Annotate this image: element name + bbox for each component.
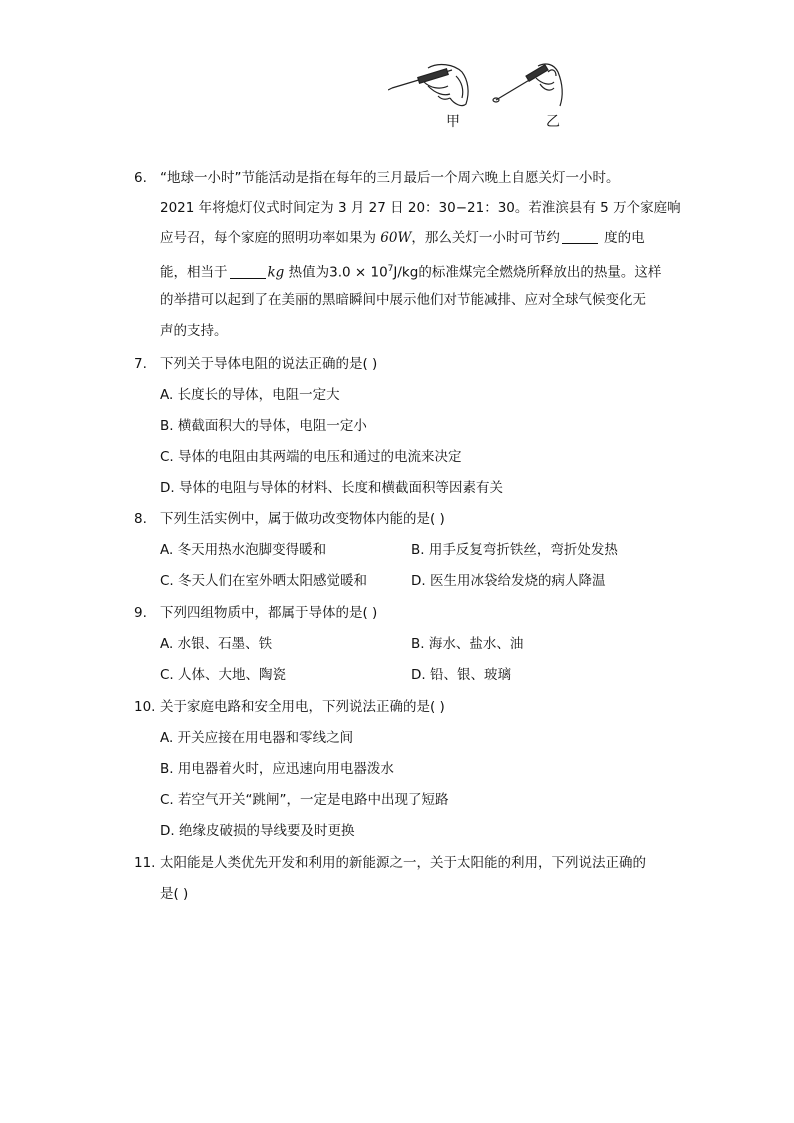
question-number: 11. bbox=[134, 855, 156, 871]
option-a[interactable]: A. 开关应接在用电器和零线之间 bbox=[160, 730, 354, 746]
option-b[interactable]: B. 用电器着火时，应迅速向用电器泼水 bbox=[160, 761, 394, 777]
question-stem: 下列生活实例中，属于做功改变物体内能的是( ) bbox=[160, 511, 445, 527]
option-d[interactable]: D. 医生用冰袋给发烧的病人降温 bbox=[411, 573, 606, 589]
exponent: 7 bbox=[387, 264, 394, 274]
question-number: 8. bbox=[134, 511, 147, 527]
question-number: 10. bbox=[134, 699, 156, 715]
option-a[interactable]: A. 长度长的导体，电阻一定大 bbox=[160, 387, 340, 403]
question-text-line bbox=[160, 259, 661, 283]
question-number: 9. bbox=[134, 605, 147, 621]
question-text-line: 太阳能是人类优先开发和利用的新能源之一，关于太阳能的利用，下列说法正确的 bbox=[160, 855, 646, 871]
question-text-line: “地球一小时”节能活动是指在每年的三月最后一个周六晚上自愿关灯一小时。 bbox=[160, 170, 620, 186]
option-b[interactable]: B. 用手反复弯折铁丝，弯折处发热 bbox=[411, 542, 618, 558]
question-text-line: 2021 年将熄灯仪式时间定为 3 月 27 日 20：30−21：30。若淮滨县有 5 万个家庭响 bbox=[160, 200, 681, 216]
option-d[interactable]: D. 绝缘皮破损的导线要及时更换 bbox=[160, 823, 355, 839]
question-number: 6. bbox=[134, 170, 147, 186]
option-c[interactable]: C. 人体、大地、陶瓷 bbox=[160, 667, 287, 683]
question-stem: 关于家庭电路和安全用电，下列说法正确的是( ) bbox=[160, 699, 445, 715]
question-stem: 下列关于导体电阻的说法正确的是( ) bbox=[160, 356, 378, 372]
option-c[interactable]: C. 若空气开关“跳闸”，一定是电路中出现了短路 bbox=[160, 792, 449, 808]
text-segment: 应号召，每个家庭的照明功率如果为 bbox=[160, 230, 381, 246]
question-number: 7. bbox=[134, 356, 147, 372]
figure-test-pens bbox=[388, 58, 578, 133]
option-d[interactable]: D. 导体的电阻与导体的材料、长度和横截面积等因素有关 bbox=[160, 480, 503, 496]
option-c[interactable]: C. 冬天人们在室外晒太阳感觉暖和 bbox=[160, 573, 368, 589]
answer-blank[interactable] bbox=[562, 229, 598, 244]
option-b[interactable]: B. 横截面积大的导体，电阻一定小 bbox=[160, 418, 367, 434]
question-text-line: 是( ) bbox=[160, 886, 189, 902]
text-segment: J/kg的标准煤完全燃烧所释放出的热量。这样 bbox=[393, 264, 662, 281]
figure-label-yi: 乙 bbox=[546, 114, 560, 130]
text-segment: 能，相当于 bbox=[160, 264, 228, 281]
question-text-line bbox=[160, 228, 645, 248]
question-text-line: 的举措可以起到了在美丽的黑暗瞬间中展示他们对节能减排、应对全球气候变化无 bbox=[160, 292, 646, 308]
option-d[interactable]: D. 铅、银、玻璃 bbox=[411, 667, 511, 683]
text-segment: 度的电 bbox=[599, 230, 645, 246]
option-c[interactable]: C. 导体的电阻由其两端的电压和通过的电流来决定 bbox=[160, 449, 462, 465]
text-segment: 热值为3.0 × 10 bbox=[284, 264, 388, 281]
figure-label-jia: 甲 bbox=[446, 114, 460, 130]
question-text-line: 声的支持。 bbox=[160, 323, 228, 339]
answer-blank[interactable] bbox=[230, 264, 266, 279]
power-value: 60W bbox=[380, 230, 412, 246]
option-b[interactable]: B. 海水、盐水、油 bbox=[411, 636, 524, 652]
text-segment: ，那么关灯一小时可节约 bbox=[411, 230, 560, 246]
option-a[interactable]: A. 水银、石墨、铁 bbox=[160, 636, 273, 652]
question-stem: 下列四组物质中，都属于导体的是( ) bbox=[160, 605, 378, 621]
unit-kg: kg bbox=[267, 264, 285, 281]
option-a[interactable]: A. 冬天用热水泡脚变得暖和 bbox=[160, 542, 327, 558]
